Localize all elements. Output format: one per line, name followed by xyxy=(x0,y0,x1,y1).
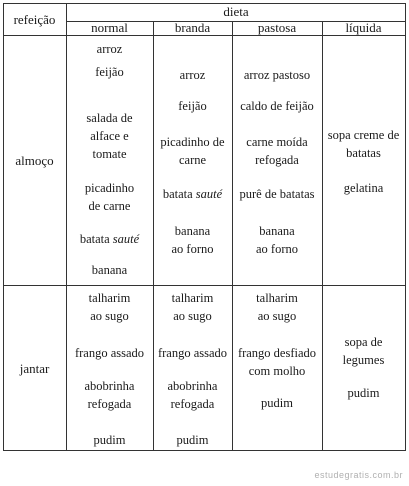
header-dieta: dieta xyxy=(223,4,249,19)
cell-jantar-pastosa xyxy=(232,286,322,450)
food-item: banana ao forno xyxy=(256,224,298,256)
food-item: talharim ao sugo xyxy=(88,291,131,323)
food-item: arroz xyxy=(179,68,206,82)
food-item: pudim xyxy=(347,386,380,400)
header-col-branda: branda xyxy=(174,20,211,35)
table-border-right xyxy=(405,3,406,451)
food-item: sopa de legumes xyxy=(342,335,385,367)
food-item: batata sauté xyxy=(162,187,223,201)
food-item: feijão xyxy=(178,99,207,113)
cell-almoco-branda xyxy=(153,36,232,285)
food-item: sopa creme de batatas xyxy=(327,128,400,160)
food-item: gelatina xyxy=(343,181,384,195)
header-col-liquida: líquida xyxy=(345,20,382,35)
food-item: talharim ao sugo xyxy=(171,291,214,323)
food-item: arroz pastoso xyxy=(243,68,311,82)
food-item: abobrinha refogada xyxy=(167,379,218,411)
food-item: picadinho de carne xyxy=(84,181,135,213)
food-item: batata sauté xyxy=(79,232,140,246)
header-col-normal: normal xyxy=(91,20,128,35)
food-item: frango assado xyxy=(74,346,145,360)
footer-watermark: estudegratis.com.br xyxy=(314,470,403,480)
header-refeicao: refeição xyxy=(13,12,56,27)
cell-almoco-liquida xyxy=(322,36,405,285)
food-item: banana ao forno xyxy=(171,224,214,256)
food-item: carne moída refogada xyxy=(246,135,308,167)
meal-label-almoco: almoço xyxy=(15,153,54,168)
food-item: abobrinha refogada xyxy=(84,379,135,411)
cell-almoco-normal xyxy=(66,36,153,285)
food-item: pudim xyxy=(176,433,209,447)
header-col-pastosa: pastosa xyxy=(257,20,297,35)
cell-jantar-liquida xyxy=(322,286,405,450)
food-item: pudim xyxy=(261,396,293,410)
food-item: salada de alface e tomate xyxy=(86,111,133,161)
table-border-top xyxy=(3,3,406,4)
food-item: frango desfiado com molho xyxy=(237,346,317,378)
food-item: pudim xyxy=(93,433,126,447)
food-item: banana xyxy=(91,263,128,277)
food-item: purê de batatas xyxy=(239,187,315,201)
food-item: arroz xyxy=(96,42,123,56)
cell-almoco-pastosa xyxy=(232,36,322,285)
food-item: frango assado xyxy=(157,346,228,360)
cell-jantar-branda xyxy=(153,286,232,450)
diet-table xyxy=(3,3,406,451)
meal-label-jantar: jantar xyxy=(19,361,50,376)
table-border-bottom xyxy=(3,450,406,451)
cell-jantar-normal xyxy=(66,286,153,450)
food-item: picadinho de carne xyxy=(160,135,225,167)
food-item: caldo de feijão xyxy=(240,99,314,113)
food-item: talharim ao sugo xyxy=(256,291,298,323)
table-border-left xyxy=(3,3,4,451)
food-item: feijão xyxy=(95,65,124,79)
